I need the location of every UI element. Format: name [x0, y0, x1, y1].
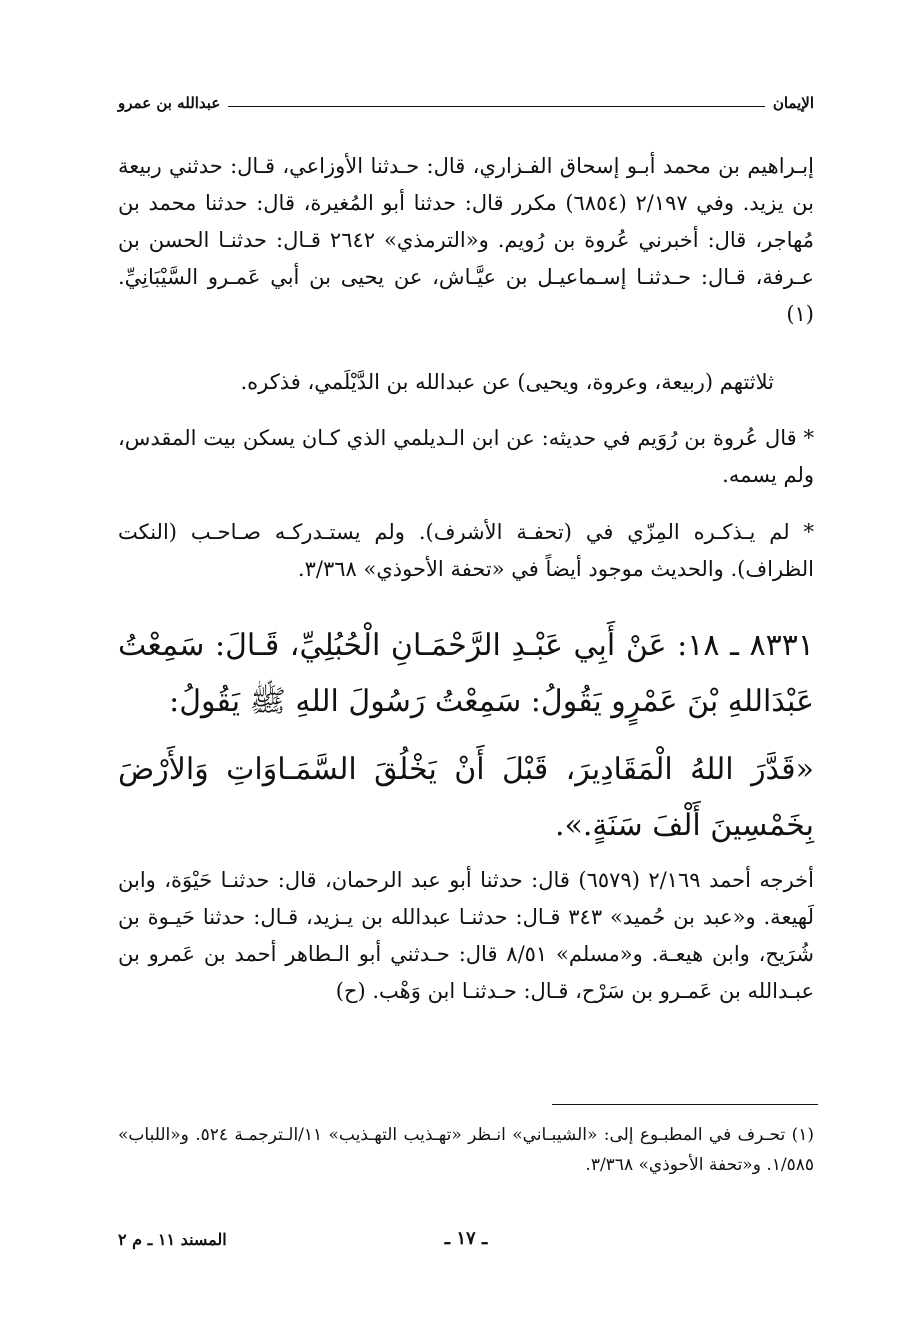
hadith-heading-text: ٨٣٣١ ـ ١٨: عَنْ أَبِي عَبْـدِ الرَّحْمَـانِ الْحُبُلِيِّ، قَـالَ: سَمِعْتُ عَبْدَاللهِ بْنَ عَمْرٍو يَقُولُ: سَمِعْتُ رَسُولَ اللهِ ﷺ يَقُولُ: [118, 628, 814, 719]
note-paragraph-2 [118, 514, 814, 588]
footnote-rule [552, 1104, 818, 1105]
paragraph-text: أخرجه أحمد ٢/١٦٩ (٦٥٧٩) قال: حدثنا أبو عبد الرحمان، قال: حدثنـا حَيْوَة، وابن لَهيعة. و«عبد بن حُميد» ٣٤٣ قـال: حدثنـا عبدالله بن يـزيد، قـال: حدثنا حَيـوة بن شُرَيح، وابن هيعـة. و«مسلم» ٨/٥١ قال: حـدثني أبو الـطاهر أحمد بن عَمرو بن عبـدالله بن عَمـرو بن سَرْح، قـال: حـدثنـا ابن وَهْب. (ح) [118, 868, 814, 1003]
note-paragraph-1 [118, 420, 814, 494]
footnote: (١) تحـرف في المطبـوع إلى: «الشيبـاني» انـظر «تهـذيب التهـذيب» ١١/الـترجمـة ٥٢٤. و«اللباب» ١/٥٨٥. و«تحفة الأحوذي» ٣/٣٦٨. [118, 1125, 815, 1175]
takhrij-paragraph-3 [118, 862, 814, 1010]
header-rule [228, 106, 765, 107]
page-footer [118, 1228, 814, 1256]
hadith-isnad [118, 618, 814, 730]
hadith-matn [118, 742, 814, 854]
paragraph-text: إبـراهيم بن محمد أبـو إسحاق الفـزاري، قال: حـدثنا الأوزاعي، قـال: حدثني ربيعة بن يزيد. وفي ٢/١٩٧ (٦٨٥٤) مكرر قال: حدثنا أبو المُغيرة، قال: حدثنا محمد بن مُهاجر، قال: أخبرني عُروة بن رُويم. و«الترمذي» ٢٦٤٢ قـال: حدثنـا الحسن بن عـرفة، قـال: حـدثنـا إسـماعيـل بن عيَّـاش، عن يحيى بن أبي عَمـرو السَّيْبَانِيِّ. (١) [118, 154, 814, 326]
page-number: ـ ١٧ ـ [444, 1228, 488, 1249]
paragraph-text: * لم يـذكـره المِزّي في (تحفـة الأشرف). ولم يستـدركـه صـاحـب (النكت الظراف). والحديث موجود أيضاً في «تحفة الأحوذي» ٣/٣٦٨. [118, 520, 814, 581]
chapter-title: الإيمان [772, 94, 814, 112]
takhrij-paragraph-2 [118, 364, 814, 401]
paragraph-text: ثلاثتهم (ربيعة، وعروة، ويحيى) عن عبدالله بن الدَّيْلَمي، فذكره. [240, 370, 774, 394]
section-title: عبدالله بن عمرو [118, 94, 221, 112]
paragraph-text: * قال عُروة بن رُوَيم في حديثه: عن ابن الـديلمي الذي كـان يسكن بيت المقدس، ولم يسمه. [118, 426, 814, 487]
running-head [118, 84, 814, 112]
hadith-matn-text: «قَدَّرَ اللهُ الْمَقَادِيرَ، قَبْلَ أَنْ يَخْلُقَ السَّمَـاوَاتِ وَالأَرْضَ بِخَمْسِينَ أَلْفَ سَنَةٍ.». [118, 752, 814, 843]
printer-signature: المسند ١١ ـ م ٢ [118, 1230, 227, 1249]
takhrij-paragraph-1 [118, 148, 814, 333]
